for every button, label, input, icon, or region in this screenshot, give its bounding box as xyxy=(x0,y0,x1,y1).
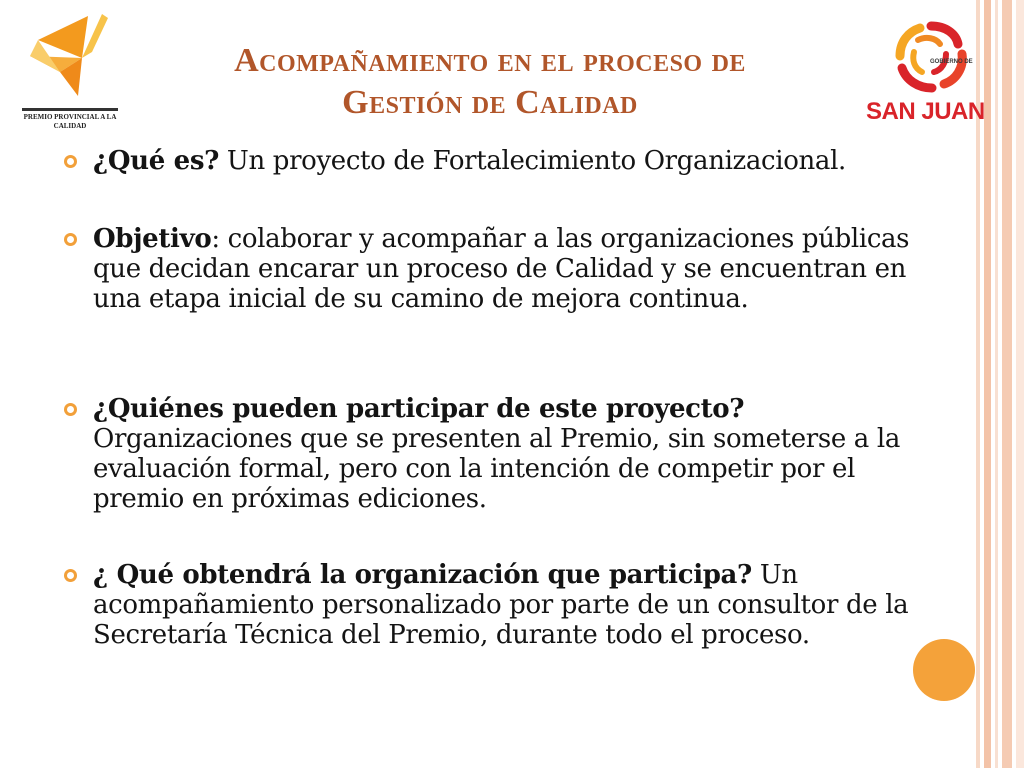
premio-provincial-logo xyxy=(22,12,118,130)
slide-title xyxy=(140,40,840,124)
bullet-lead: ¿ Qué obtendrá la organización que participa? xyxy=(93,560,752,590)
gobierno-label: GOBIERNO DE xyxy=(930,59,973,65)
san-juan-label: SAN JUAN xyxy=(866,98,985,125)
bullet-circle-icon xyxy=(64,569,77,582)
bullet-body: Un proyecto de Fortalecimiento Organizacional. xyxy=(219,146,846,176)
star-burst-logo-icon xyxy=(30,12,110,104)
sun-swirl-logo-icon xyxy=(888,20,974,94)
bullet-body: Organizaciones que se presenten al Premio, sin someterse a la evaluación formal, pero con la intención de competir por el premio en próximas ediciones. xyxy=(93,424,900,514)
bullet-lead: Objetivo xyxy=(93,224,212,254)
bullet-lead: ¿Qué es? xyxy=(93,146,219,176)
bullet-body: : colaborar y acompañar a las organizaciones públicas que decidan encarar un proceso de Calidad y se encuentran en una etapa inicial de su camino de mejora continua. xyxy=(93,224,910,314)
bullet-circle-icon xyxy=(64,403,77,416)
bullet-circle-icon xyxy=(64,155,77,168)
gobierno-san-juan-logo xyxy=(866,20,1002,130)
logo-caption: PREMIO PROVINCIAL A LA CALIDAD xyxy=(22,108,118,131)
title-line-1: Acompañamiento en el proceso de xyxy=(234,42,746,79)
bullet-body: Un acompañamiento personalizado por parte de un consultor de la Secretaría Técnica del Premio, durante todo el proceso. xyxy=(93,560,909,650)
bullet-lead: ¿Quiénes pueden participar de este proyecto? xyxy=(93,394,745,424)
bullet-circle-icon xyxy=(64,233,77,246)
title-line-2: Gestión de Calidad xyxy=(342,84,638,121)
